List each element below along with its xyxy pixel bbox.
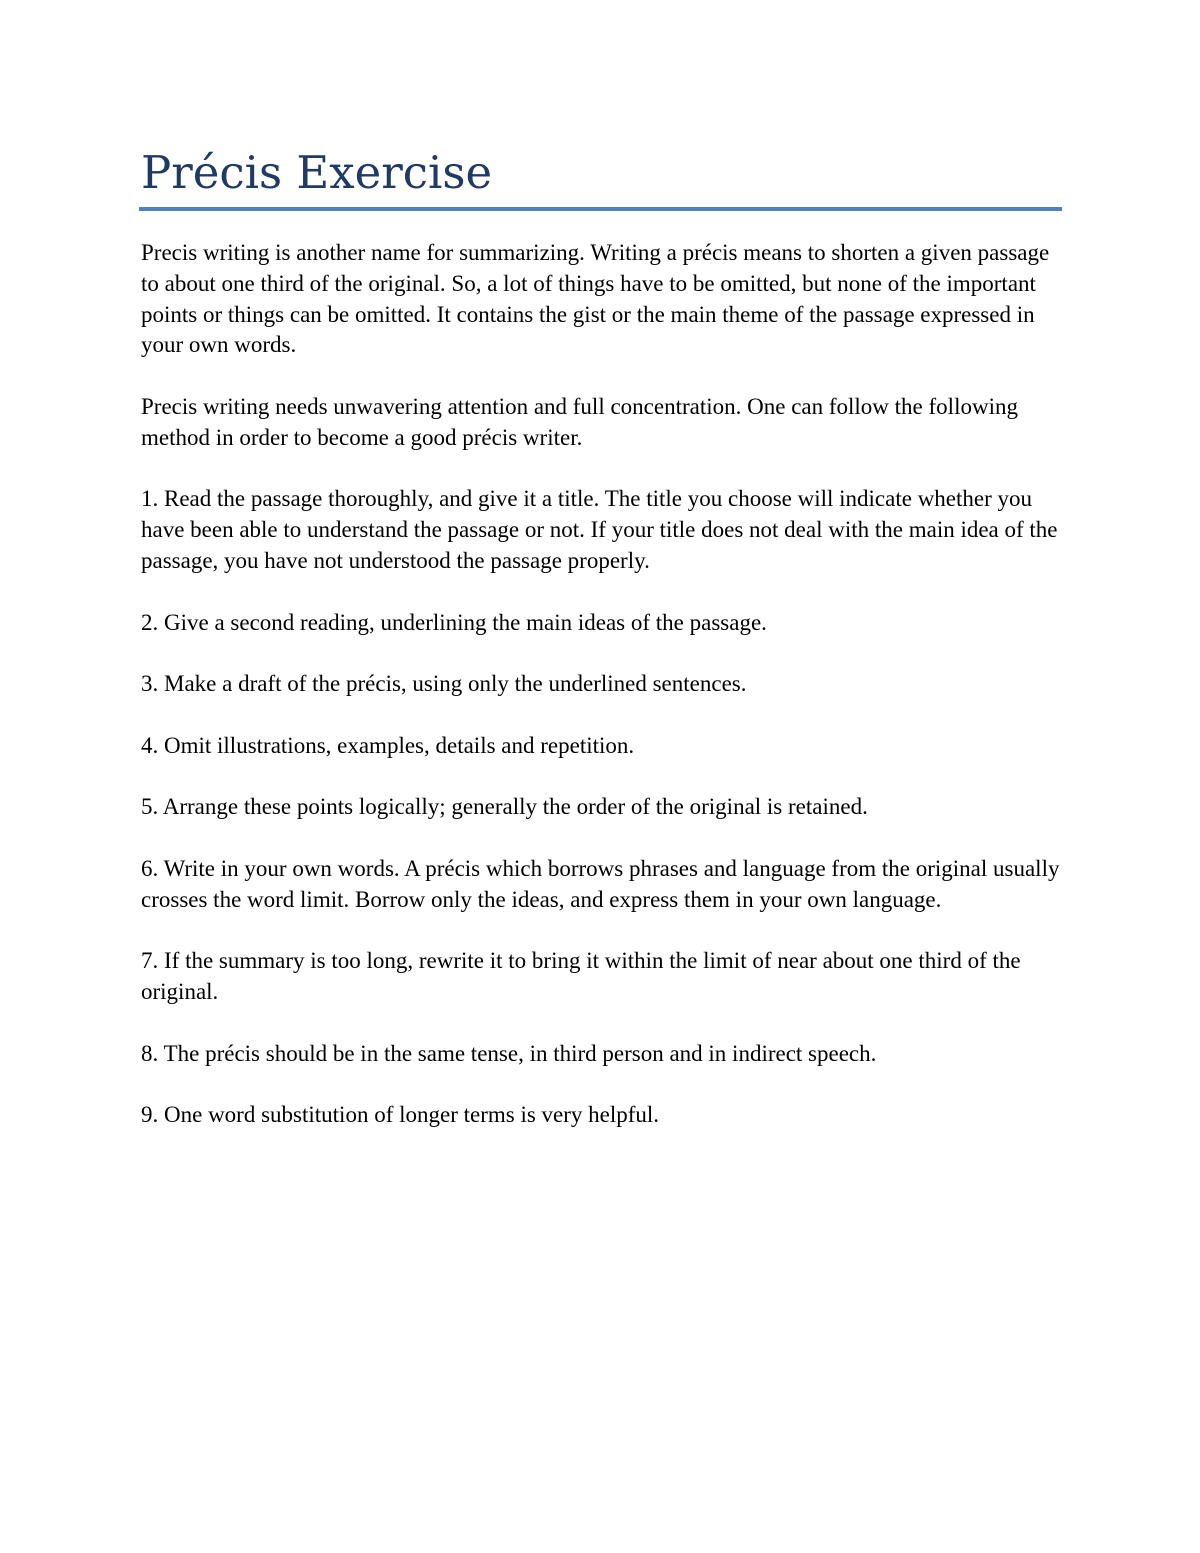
step-paragraph: 1. Read the passage thoroughly, and give it a title. The title you choose will indicate whether you have been able to understand the passage or not. If your title does not deal with the main idea of the passage, you have not understood the passage properly. — [141, 486, 1058, 573]
step-paragraph: 7. If the summary is too long, rewrite it to bring it within the limit of near about one third of the original. — [141, 948, 1021, 1005]
title-underline — [139, 207, 1062, 211]
step-paragraph: 9. One word substitution of longer terms is very helpful. — [141, 1102, 660, 1128]
document-body — [141, 238, 1061, 1162]
step-paragraph: 3. Make a draft of the précis, using only the underlined sentences. — [141, 671, 747, 697]
intro-paragraph: Precis writing is another name for summarizing. Writing a précis means to shorten a given passage to about one third of the original. So, a lot of things have to be omitted, but none of the important points or things can be omitted. It contains the gist or the main theme of the passage expressed in your own words. — [141, 240, 1050, 358]
intro-paragraph: Precis writing needs unwavering attention and full concentration. One can follow the following method in order to become a good précis writer. — [141, 393, 1018, 450]
step-paragraph: 8. The précis should be in the same tense, in third person and in indirect speech. — [141, 1040, 877, 1066]
page-title: Précis Exercise — [141, 146, 493, 199]
step-paragraph: 6. Write in your own words. A précis which borrows phrases and language from the original usually crosses the word limit. Borrow only the ideas, and express them in your own language. — [141, 855, 1060, 912]
step-paragraph: 4. Omit illustrations, examples, details and repetition. — [141, 732, 635, 758]
step-paragraph: 5. Arrange these points logically; generally the order of the original is retained. — [141, 794, 868, 820]
step-paragraph: 2. Give a second reading, underlining the main ideas of the passage. — [141, 609, 767, 635]
